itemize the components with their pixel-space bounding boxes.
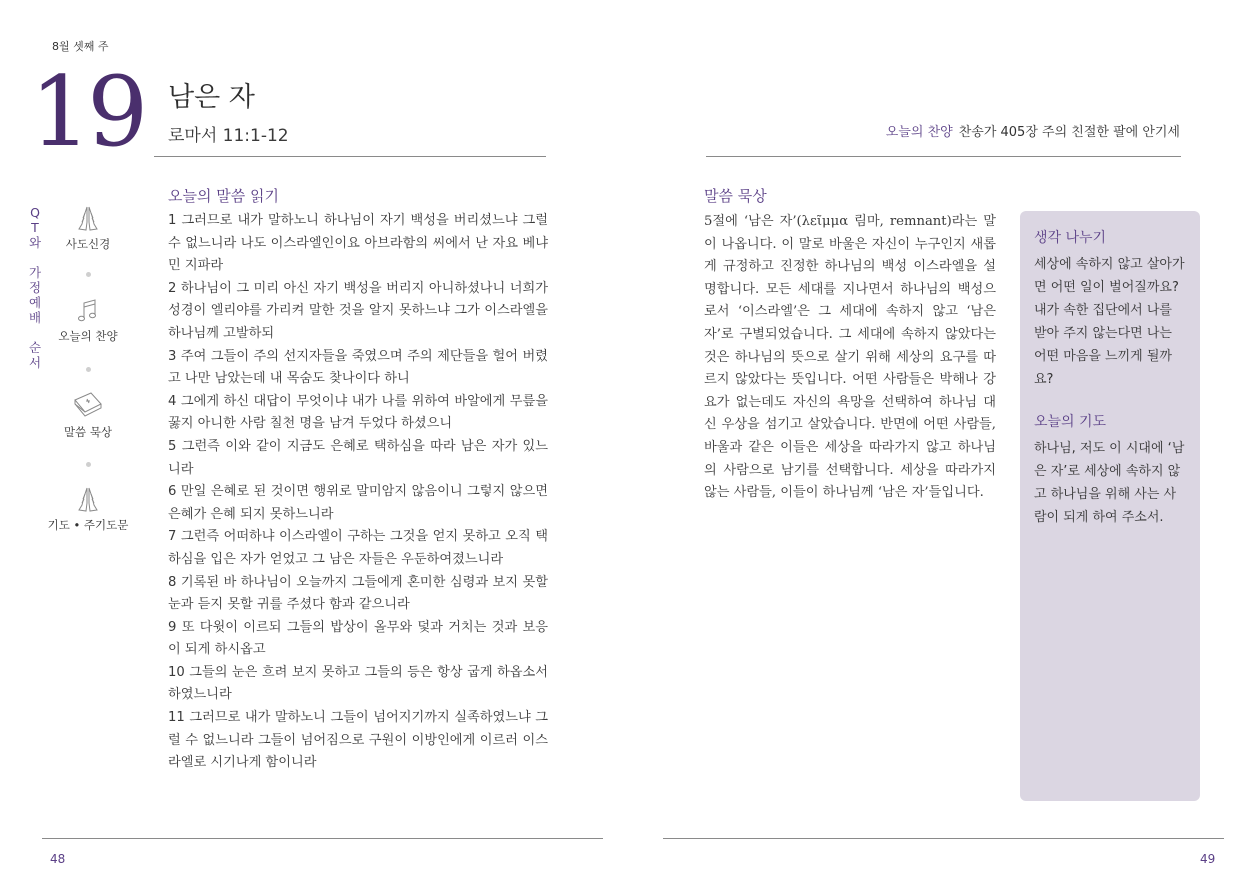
sidebar-box [1020,211,1200,801]
verse-text: 주여 그들이 주의 선지자들을 죽였으며 주의 제단들을 헐어 버렸고 나만 남았는데 내 목숨도 찾나이다 하니 [168,348,548,387]
verse-text: 만일 은혜로 된 것이면 행위로 말미암지 않음이니 그렇지 않으면 은혜가 은혜 되지 못하느니라 [168,484,548,522]
prayer-heading: 오늘의 기도 [1034,414,1107,430]
footer-divider-left [42,838,603,839]
meditation-heading: 말씀 묵상 [704,187,767,205]
verse-text: 또 다윗이 이르되 그들의 밥상이 올무와 덫과 거치는 것과 보응이 되게 하시옵고 [168,619,548,658]
share-heading: 생각 나누기 [1034,230,1107,246]
order-item-label: 말씀 묵상 [63,425,113,439]
order-item-hymn [38,296,138,344]
order-separator-dot [86,272,91,277]
reading-heading: 오늘의 말씀 읽기 [168,187,279,205]
page-title: 남은 자 [168,82,255,113]
verse [168,391,548,436]
scripture-reference: 로마서 11:1-12 [168,126,289,146]
hymn-line [886,121,1180,140]
vertical-char [28,250,42,265]
verse [168,526,548,571]
page-number-left: 48 [50,852,66,866]
verse-number: 5 [168,438,177,454]
order-item-label: 오늘의 찬양 [58,329,118,343]
praying-hands-icon [73,204,103,234]
verse-text: 그에게 하신 대답이 무엇이냐 내가 나를 위하여 바알에게 무릎을 꿇지 아니한 사람 칠천 명을 남겨 두었다 하셨으니 [168,393,548,432]
order-item-apostles-creed [38,204,138,252]
order-item-label: 사도신경 [65,237,111,251]
verse-number: 11 [168,710,185,726]
verse [168,707,548,775]
footer-divider-right [663,838,1224,839]
vertical-char: 순 [28,340,42,355]
hymn-label: 오늘의 찬양 [885,125,953,140]
verse-number: 1 [168,213,177,228]
verse [168,481,548,526]
header-divider-right [706,156,1181,157]
vertical-char: 와 [28,235,42,250]
verse-number: 10 [168,664,185,680]
verse [168,572,548,617]
bible-icon [71,390,105,422]
order-item-prayer [38,485,138,533]
music-note-icon [73,296,103,326]
vertical-char: 정 [28,280,42,295]
verse-number: 3 [168,348,177,364]
order-separator-dot [86,462,91,467]
verse-number: 4 [168,393,177,409]
verse [168,617,548,662]
hymn-text: 찬송가 405장 주의 친절한 팔에 안기세 [958,125,1180,140]
verse-text: 그런즉 어떠하냐 이스라엘이 구하는 그것을 얻지 못하고 오직 택하심을 입은 자가 얻었고 그 남은 자들은 우둔하여졌느니라 [168,529,548,567]
vertical-char: T [31,220,39,235]
share-text: 세상에 속하지 않고 살아가면 어떤 일이 벌어질까요? 내가 속한 집단에서 나를 받아 주지 않는다면 나는 어떤 마음을 느끼게 될까요? [1034,257,1185,387]
day-number: 19 [30,56,145,168]
verse [168,278,548,346]
verse-number: 9 [168,619,177,635]
verse-text: 기록된 바 하나님이 오늘까지 그들에게 혼미한 심령과 보지 못할 눈과 듣지 못할 귀를 주셨다 함과 같으니라 [168,574,548,613]
order-item-meditation [38,390,138,440]
page-number-right: 49 [1200,852,1216,866]
verse [168,662,548,707]
praying-hands-icon [73,485,103,515]
verse-text: 하나님이 그 미리 아신 자기 백성을 버리지 아니하셨나니 너희가 성경이 엘리야를 가리켜 말한 것을 알지 못하느냐 그가 이스라엘을 하나님께 고발하되 [168,280,548,341]
week-label: 8월 셋째 주 [52,40,109,53]
verse [168,436,548,481]
order-separator-dot [86,367,91,372]
verse-number: 2 [168,280,177,296]
verse-number: 7 [168,529,177,545]
verse-text: 그러므로 내가 말하노니 그들이 넘어지기까지 실족하였느냐 그럴 수 없느니라 그들이 넘어짐으로 구원이 이방인에게 이르러 이스라엘로 시기나게 함이니라 [168,710,548,771]
verse-number: 6 [168,484,177,500]
verse [168,210,548,278]
vertical-char: 서 [28,355,42,370]
verse-text: 그들의 눈은 흐려 보지 못하고 그들의 등은 항상 굽게 하옵소서 하였느니라 [168,664,548,703]
verse-text: 그런즉 이와 같이 지금도 은혜로 택하심을 따라 남은 자가 있느니라 [168,438,548,477]
vertical-char: Q [30,205,40,220]
header-divider-left [154,156,546,157]
vertical-char: 배 [28,310,42,325]
scripture-reading [168,210,548,775]
verse [168,346,548,391]
order-item-label: 기도 • 주기도문 [47,518,129,532]
verse-number: 8 [168,574,177,590]
meditation-text: 5절에 ‘남은 자’(λεῖμμα 림마, remnant)라는 말이 나옵니다. 이 말로 바울은 자신이 누구인지 새롭게 규정하고 진정한 하나님의 백성 이스라엘을 설명합니다. 모든 세대를 지나면서 하나님의 백성으로서 ‘이스라엘’은 그 세대에 속하지 않고 ‘남은 자’로 구별되었습니다. 그 세대에 속하지 않았다는 것은 하나님의 뜻으로 살기 위해 세상의 요구를 따르지 않았다는 뜻입니다. 어떤 사람들은 박해나 강요가 없는데도 자신의 욕망을 선택하여 하나님 대신 우상을 섬기고 살았습니다. 반면에 어떤 사람들, 바울과 같은 이들은 세상을 따라가지 않고 하나님의 사람으로 남기를 선택합니다. 세상을 따라가지 않는 사람들, 이들이 하나님께 ‘남은 자’들입니다. [704,214,996,501]
verse-text: 그러므로 내가 말하노니 하나님이 자기 백성을 버리셨느냐 그럴 수 없느니라 나도 이스라엘인이요 아브라함의 씨에서 난 자요 베냐민 지파라 [168,213,548,274]
vertical-char: 예 [28,295,42,310]
prayer-text: 하나님, 저도 이 시대에 ‘남은 자’로 세상에 속하지 않고 하나님을 위해 사는 사람이 되게 하여 주소서. [1034,441,1185,525]
vertical-char: 가 [28,265,42,280]
